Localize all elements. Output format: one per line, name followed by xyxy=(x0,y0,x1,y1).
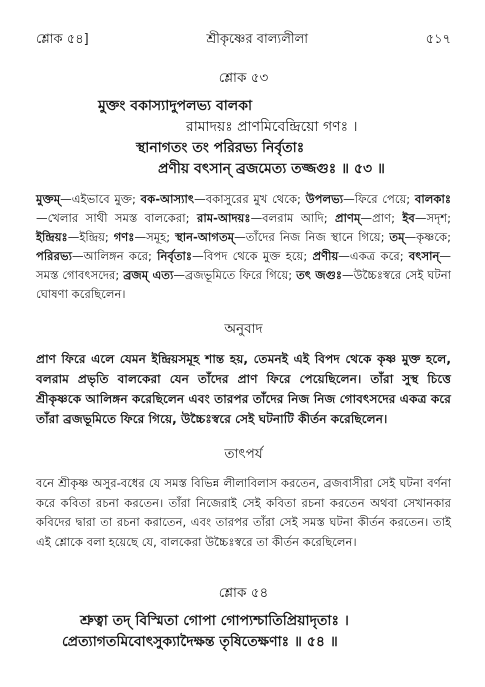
synonym-meaning: —সমূহ; xyxy=(134,230,176,244)
synonym-term: পরিরভ্য xyxy=(36,249,72,263)
synonym-meaning: —তাঁদের নিজ নিজ স্থানে গিয়ে; xyxy=(234,230,390,244)
synonym-term: রাম-আদয়ঃ xyxy=(196,211,251,225)
synonym-term: স্থান-আগতম্ xyxy=(175,230,235,244)
verse-line: শ্রুত্বা তদ্ বিস্মিতা গোপা গোপ্যশ্চাতিপ্রিয়াদৃতাঃ । xyxy=(80,613,349,629)
synonym-term: তম্ xyxy=(389,230,405,244)
synonym-meaning: —বকাসুরের মুখ থেকে; xyxy=(194,192,306,206)
verse-53-text xyxy=(36,96,451,180)
synonym-term: উপলভ্য xyxy=(305,192,344,206)
purport-text: বনে শ্রীকৃষ্ণ অসুর-বধের যে সমস্ত বিভিন্ন লীলাবিলাস করতেন, ব্রজবাসীরা সেই ঘটনা বর্ণনা করে কবিতা রচনা করতেন। তাঁরা নিজেরাই সেই কবিতা রচনা করতেন অথবা সেখানকার কবিদের দ্বারা তা রচনা করাতেন, এবং তারপর তাঁরা সেই সমস্ত ঘটনা কীর্তন করতেন। তাই এই শ্লোকে বলা হয়েছে যে, বালকেরা উচ্চৈঃস্বরে তা কীর্তন করেছিলেন। xyxy=(36,476,451,549)
synonym-term: ইন্দ্রিয়ঃ xyxy=(36,230,68,244)
purport-heading: তাৎপর্য xyxy=(224,446,263,462)
synonym-term: মুক্তম্ xyxy=(36,192,61,206)
verse-54-text xyxy=(36,611,451,653)
word-for-word-synonyms xyxy=(36,190,451,304)
synonym-meaning: —কৃষ্ণকে; xyxy=(404,230,451,244)
synonym-meaning: —বলরাম আদি; xyxy=(250,211,336,225)
verse-line: রামাদয়ঃ প্রাণমিবেন্দ্রিয়ো গণঃ । xyxy=(186,119,358,135)
synonym-meaning: —ব্রজভূমিতে ফিরে গিয়ে; xyxy=(173,268,297,282)
synonym-meaning: —আলিঙ্গন করে; xyxy=(71,249,158,263)
synonym-meaning: —বিপদ থেকে মুক্ত হয়ে; xyxy=(192,249,313,263)
verse-line: প্রণীয় বৎসান্‌ ব্রজমেত্য তজ্জগুঃ ॥ ৫৩ ॥ xyxy=(158,161,385,177)
verse-line: মুক্তং বকাস্যাদুপলভ্য বালকা xyxy=(98,98,253,114)
synonym-meaning: —এইভাবে মুক্ত; xyxy=(60,192,141,206)
synonym-term: বক-আস্যাৎ xyxy=(140,192,195,206)
page-number: ৫১৭ xyxy=(425,32,451,47)
verse-line: স্থানাগতং তং পরিরভ্য নির্বৃতাঃ xyxy=(136,140,305,156)
synonym-meaning: —একত্র করে; xyxy=(338,249,409,263)
synonym-meaning: —সদৃশ; xyxy=(414,211,451,225)
synonym-term: প্রণীয় xyxy=(312,249,339,263)
synonym-term: ব্রজম্ এত্য xyxy=(123,268,174,282)
page-header xyxy=(36,30,451,51)
translation-heading: অনুবাদ xyxy=(224,321,263,337)
synonym-meaning: —প্রাণ; xyxy=(360,211,403,225)
synonym-term: গণঃ xyxy=(113,230,135,244)
synonym-term: নির্বৃতাঃ xyxy=(157,249,193,263)
synonym-term: বালকাঃ xyxy=(414,192,451,206)
synonym-term: বৎসান্ xyxy=(408,249,440,263)
synonym-meaning: —ফিরে পেয়ে; xyxy=(343,192,415,206)
translation-text: প্রাণ ফিরে এলে যেমন ইন্দ্রিয়সমূহ শান্ত হয়, তেমনই এই বিপদ থেকে কৃষ্ণ মুক্ত হলে, বলরাম প্রভৃতি বালকেরা যেন তাঁদের প্রাণ ফিরে পেয়েছিলেন। তাঁরা সুস্থ চিত্তে শ্রীকৃষ্ণকে আলিঙ্গন করেছিলেন এবং তারপর তাঁদের নিজ নিজ গোবৎসদের একত্র করে তাঁরা ব্রজভূমিতে ফিরে গিয়ে, উচ্চৈঃস্বরে সেই ঘটনাটি কীর্তন করেছিলেন। xyxy=(36,352,451,426)
synonym-term: তৎ জগুঃ xyxy=(296,268,343,282)
verse-line: প্রেত্যাগতমিবোৎসুক্যাদৈক্ষন্ত তৃষিতেক্ষণাঃ ॥ ৫৪ ॥ xyxy=(62,634,338,650)
header-verse-ref: শ্লোক ৫৪] xyxy=(36,32,89,47)
synonym-meaning: —ইন্দ্রিয়; xyxy=(67,230,114,244)
header-chapter-title: শ্রীকৃষ্ণের বাল্যলীলা xyxy=(206,32,309,47)
synonym-term: প্রাণম্ xyxy=(335,211,361,225)
verse-54-label: শ্লোক ৫৪ xyxy=(218,585,269,601)
synonym-meaning: —সমস্ত গোবৎসদের; xyxy=(36,249,452,282)
synonym-meaning: —খেলার সাথী সমস্ত বালকেরা; xyxy=(36,211,197,225)
verse-53-label: শ্লোক ৫৩ xyxy=(218,70,269,86)
synonym-meaning: —উচ্চৈঃস্বরে সেই ঘটনা ঘোষণা করেছিলেন। xyxy=(36,268,452,301)
synonym-term: ইব xyxy=(402,211,415,225)
